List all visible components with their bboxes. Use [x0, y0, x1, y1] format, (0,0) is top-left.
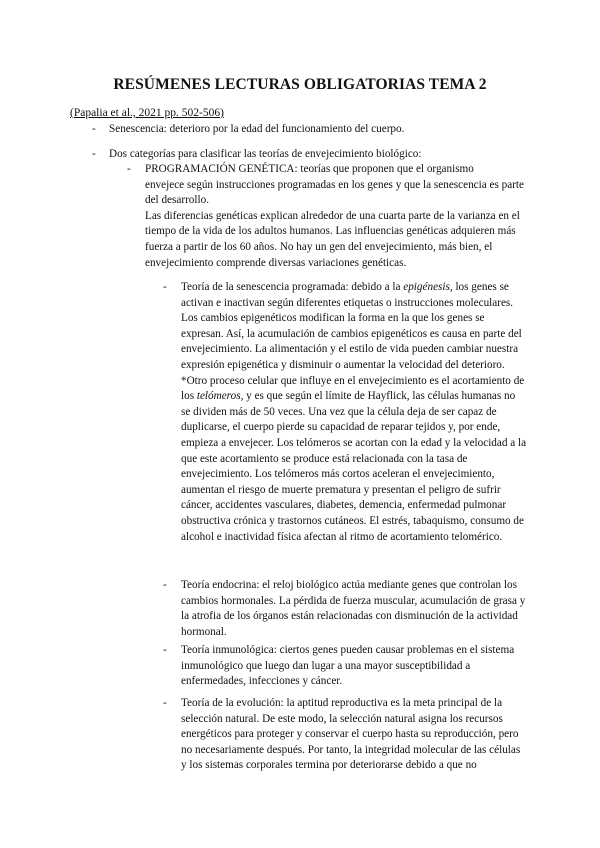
- categorias-item: Dos categorías para clasificar las teorías de envejecimiento biológico:: [109, 148, 422, 160]
- programacion-para2: Las diferencias genéticas explican alrededor de una cuarta parte de la varianza en el tiempo de la vida de los adultos humanos. Las influencias genéticas adquieren más fuerza a partir de los 60 años. No hay un gen del envejecimiento, más bien, el envejecimiento comprende diversas variaciones genéticas.: [145, 209, 520, 269]
- teoria-senescencia-item: [181, 280, 527, 374]
- teoria-endocrina-item: Teoría endocrina: el reloj biológico actúa mediante genes que controlan los cambios hormonales. La pérdida de fuerza muscular, acumulación de grasa y la atrofia de los órganos están relacionadas con disminución de la actividad hormonal.: [181, 579, 526, 638]
- bullet-dash: -: [163, 697, 167, 709]
- telomeros-term: telómeros,: [196, 390, 244, 403]
- teoria-evolucion-item: Teoría de la evolución: la aptitud reproductiva es la meta principal de la selección natural. De este modo, la selección natural asigna los recursos energéticos para proteger y conservar el cuerpo hasta su reproducción, pero no necesariamente después. Por tanto, la integridad molecular de las células y los sistemas corporales termina por deteriorarse debido a que no: [181, 697, 521, 772]
- senescencia-item: Senescencia: deterioro por la edad del funcionamiento del cuerpo.: [109, 123, 405, 135]
- bullet-dash: -: [127, 163, 131, 175]
- bullet-dash: -: [163, 644, 167, 656]
- teoria-senescencia-post: , los genes se activan e inactivan según diferentes etiquetas o instrucciones moleculares. Los cambios epigenéticos modifican la forma en la que los genes se expresan. Así, la acumulación de cambios epigenéticos es causa en parte del envejecimiento. La alimentación y el estilo de vida pueden cambiar nuestra expresión epigenética y disminuir o aumentar la velocidad del deterioro.: [181, 281, 522, 371]
- telomeros-note: [181, 374, 527, 546]
- programacion-line1: PROGRAMACIÓN GENÉTICA: teorías que proponen que el organismo: [145, 163, 474, 175]
- programacion-rest: envejece según instrucciones programadas en los genes y que la senescencia es parte del desarrollo.: [145, 178, 524, 207]
- bullet-dash: -: [92, 148, 96, 160]
- bullet-dash: -: [163, 579, 167, 591]
- epigenesis-term: epigénesis: [403, 281, 450, 293]
- bullet-dash: -: [92, 123, 96, 135]
- reference-link[interactable]: (Papalia et al., 2021 pp. 502-506): [70, 107, 224, 119]
- teoria-inmunologica-item: Teoría inmunológica: ciertos genes pueden causar problemas en el sistema inmunológico que luego dan lugar a una mayor susceptibilidad a enfermedades, infecciones y cáncer.: [181, 644, 515, 688]
- telomeros-note-pre: *Otro proceso celular que influye en el envejecimiento es el acortamiento de los: [181, 374, 525, 403]
- bullet-dash: -: [163, 281, 167, 293]
- teoria-senescencia-pre: Teoría de la senescencia programada: debido a la: [181, 281, 404, 293]
- page-title: RESÚMENES LECTURAS OBLIGATORIAS TEMA 2: [113, 76, 487, 93]
- telomeros-note-post: y es que según el límite de Hayflick, las células humanas no se dividen más de 50 veces. Una vez que la célula deja de ser capaz de duplicarse, el cuerpo pierde su capacidad de reparar tejidos y, por ende, empieza a envejecer. Los telómeros se acortan con la edad y la velocidad a la que este acortamiento se produce está relacionada con la tasa de envejecimiento. Los telómeros más cortos aceleran el envejecimiento, aumentan el riesgo de muerte prematura y presentan el peligro de sufrir cáncer, accidentes vasculares, diabetes, demencia, enfermedad pulmonar obstructiva crónica y trastornos cutáneos. El estrés, tabaquismo, consumo de alcohol e inactividad física afectan al ritmo de acortamiento telomérico.: [181, 390, 527, 543]
